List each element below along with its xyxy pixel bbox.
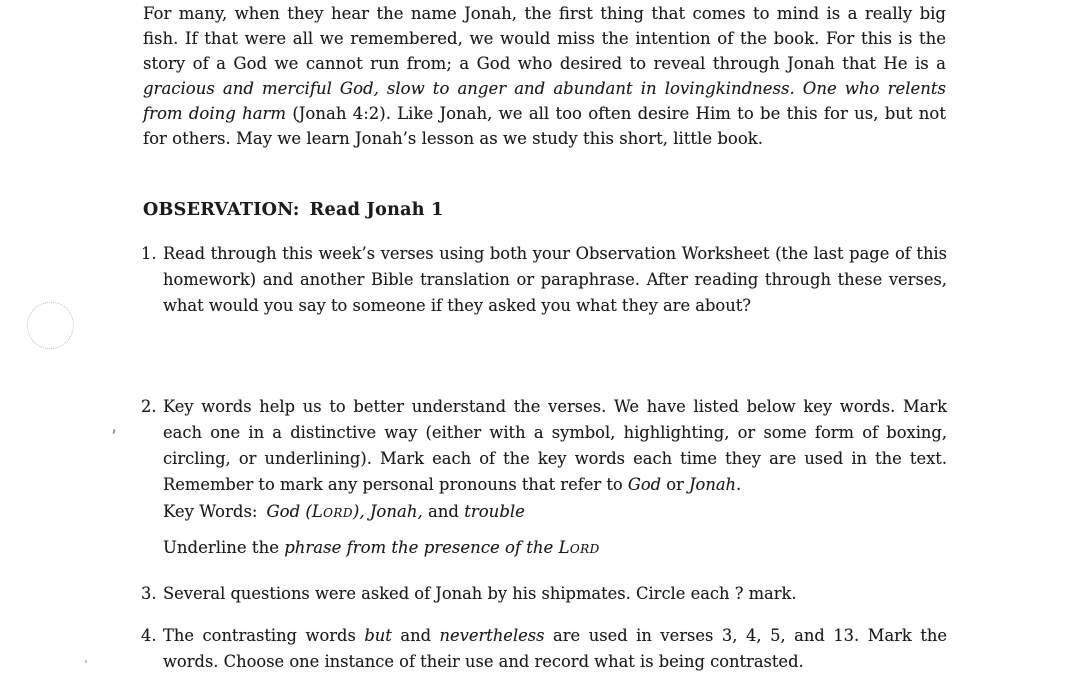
- key-words-line: [163, 500, 525, 524]
- key-word-lord-smallcaps: Lord: [311, 502, 353, 521]
- key-words-label: Key Words:: [163, 502, 258, 521]
- item-2-text-1: Key words help us to better understand the verses. We have listed below key words. Mark each one in a distinctive way (either with a symbol, highlighting, or some form of boxing, circling, or underlining). Mark each of the key words each time they are used in the text. Remember to mark any personal pronouns that refer to: [163, 397, 947, 494]
- list-item-1: [141, 241, 947, 319]
- item-4-word-but: but: [364, 626, 392, 645]
- list-item-1-text: Read through this week’s verses using both your Observation Worksheet (the last page of this homework) and another Bible translation or paraphrase. After reading through these verses, what would you say to someone if they asked you what they are about?: [163, 244, 947, 315]
- list-item-4-text: [163, 623, 947, 675]
- key-word-trouble: trouble: [464, 502, 525, 521]
- underline-lord-smallcaps: Lord: [558, 538, 600, 557]
- list-item-4: [141, 623, 947, 675]
- list-item-2-number: 2.: [141, 397, 157, 416]
- list-item-2-text: [163, 394, 947, 498]
- intro-text-1: For many, when they hear the name Jonah, the first thing that comes to mind is a really big fish. If that were all we remembered, we would miss the intention of the book. For this is the story of a God we cannot run from; a God who desired to reveal through Jonah that He is a: [143, 4, 946, 73]
- item-4-text-1: The contrasting words: [163, 626, 365, 645]
- key-words-and: and: [422, 502, 465, 521]
- item-4-text-2: and: [391, 626, 440, 645]
- key-word-god: God (: [266, 502, 312, 521]
- intro-text-2: (Jonah 4:2). Like Jonah, we all too often desire Him to be this for us, but not for others. May we learn Jonah’s lesson as we study this short, little book.: [143, 104, 947, 148]
- underline-phrase: phrase from the presence of the: [284, 538, 559, 557]
- key-word-jonah: ), Jonah,: [352, 502, 423, 521]
- intro-text-italic: gracious and merciful God, slow to anger and abundant in lovingkindness. One who relents from doing harm: [143, 79, 946, 123]
- item-2-text-2: or: [661, 475, 690, 494]
- item-2-word-jonah: Jonah: [689, 475, 737, 494]
- section-heading: [143, 200, 444, 220]
- list-item-2: [141, 394, 947, 498]
- section-heading-label: OBSERVATION:: [143, 200, 300, 220]
- item-2-word-god: God: [627, 475, 662, 494]
- underline-lead: Underline the: [163, 538, 285, 557]
- item-4-word-nevertheless: nevertheless: [439, 626, 545, 645]
- list-item-3-number: 3.: [141, 584, 157, 603]
- scan-speck: [112, 429, 115, 434]
- underline-instruction-line: [163, 536, 600, 560]
- list-item-4-number: 4.: [141, 626, 157, 645]
- list-item-1-number: 1.: [141, 244, 157, 263]
- scan-speck: [85, 660, 87, 663]
- intro-paragraph: [143, 1, 946, 151]
- list-item-3: [141, 581, 947, 607]
- section-heading-subtitle: Read Jonah 1: [309, 200, 444, 220]
- list-item-3-text: Several questions were asked of Jonah by his shipmates. Circle each ? mark.: [163, 584, 797, 603]
- hole-punch-mark: [23, 298, 79, 354]
- item-4-text-3: are used in verses 3, 4, 5, and 13. Mark the words. Choose one instance of their use and record what is being contrasted.: [163, 626, 948, 671]
- item-2-text-3: .: [736, 475, 742, 494]
